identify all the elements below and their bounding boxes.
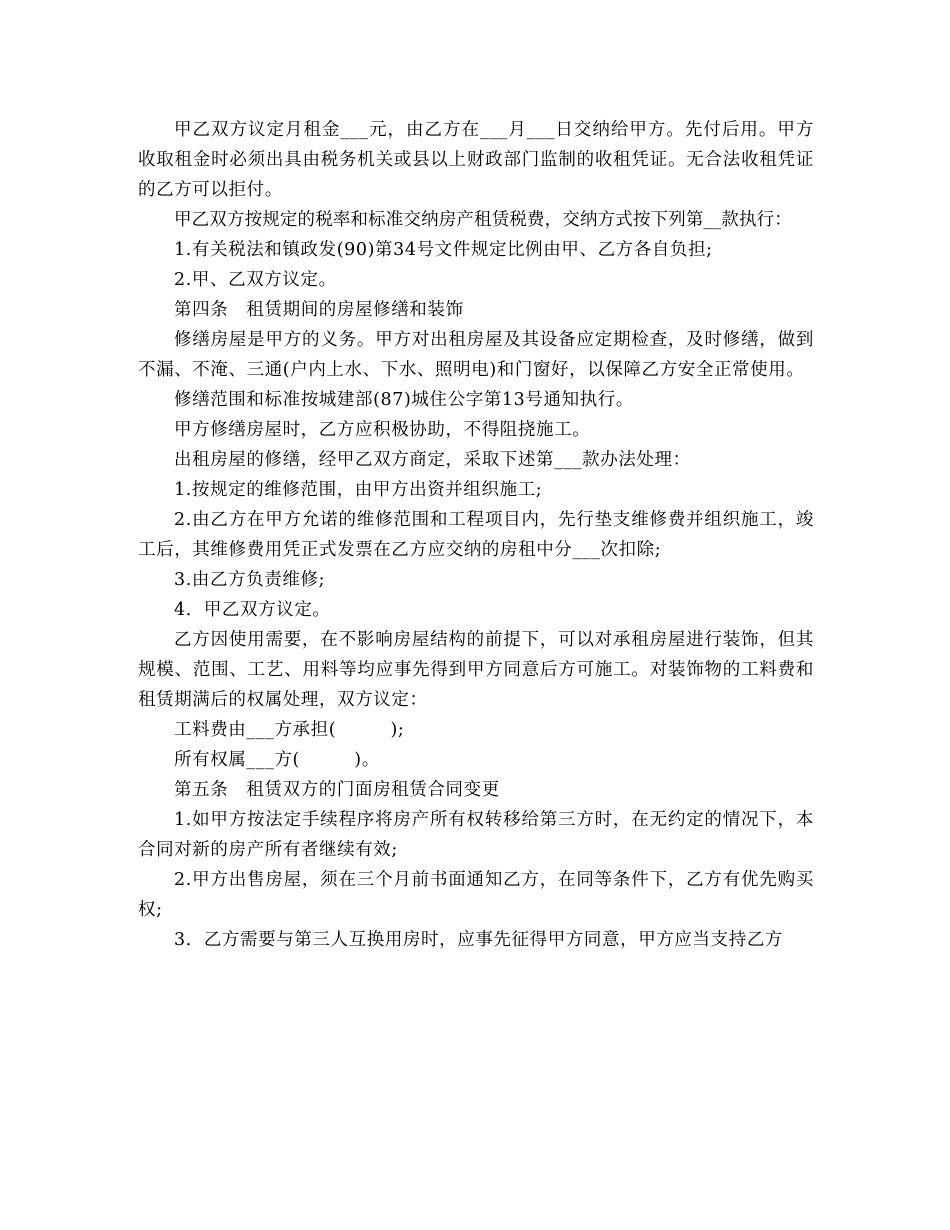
paragraph-tax-option-1: 1.有关税法和镇政发(90)第34号文件规定比例由甲、乙方各自负担; <box>174 240 713 260</box>
paragraph-ownership: 所有权属___方( )。 <box>174 750 380 770</box>
paragraph-repair-scope: 修缮范围和标准按城建部(87)城住公字第13号通知执行。 <box>174 390 634 410</box>
paragraph-tax-option-2: 2.甲、乙双方议定。 <box>174 270 337 290</box>
paragraph-repair-method: 出租房屋的修缮，经甲乙双方商定，采取下述第___款办法处理： <box>174 450 691 470</box>
article-4-heading: 第四条 租赁期间的房屋修缮和装饰 <box>174 300 464 320</box>
paragraph-change-option-3: 3．乙方需要与第三人互换用房时，应事先征得甲方同意，甲方应当支持乙方 <box>174 930 784 950</box>
paragraph-repair-option-1: 1.按规定的维修范围，由甲方出资并组织施工; <box>174 480 543 500</box>
paragraph-repair-option-3: 3.由乙方负责维修; <box>174 570 326 590</box>
paragraph-material-cost: 工料费由___方承担( ); <box>174 720 405 740</box>
paragraph-change-option-2: 2.甲方出售房屋，须在三个月前书面通知乙方，在同等条件下，乙方有优先购买权; <box>138 870 814 920</box>
document-body <box>138 115 814 955</box>
paragraph-decoration: 乙方因使用需要，在不影响房屋结构的前提下，可以对承租房屋进行装饰，但其规模、范围、工艺、用料等均应事先得到甲方同意后方可施工。对装饰物的工料费和租赁期满后的权属处理，双方议定： <box>138 630 814 710</box>
paragraph-repair-option-2: 2.由乙方在甲方允诺的维修范围和工程项目内，先行垫支维修费并组织施工，竣工后，其维修费用凭正式发票在乙方应交纳的房租中分___次扣除; <box>138 510 814 560</box>
article-5-heading: 第五条 租赁双方的门面房租赁合同变更 <box>174 780 500 800</box>
paragraph-rent-payment: 甲乙双方议定月租金___元，由乙方在___月___日交纳给甲方。先付后用。甲方收取租金时必须出具由税务机关或县以上财政部门监制的收租凭证。无合法收租凭证的乙方可以拒付。 <box>138 120 814 200</box>
paragraph-change-option-1: 1.如甲方按法定手续程序将房产所有权转移给第三方时，在无约定的情况下，本合同对新的房产所有者继续有效; <box>138 810 814 860</box>
paragraph-tax-method: 甲乙双方按规定的税率和标准交纳房产租赁税费，交纳方式按下列第__款执行： <box>174 210 792 230</box>
paragraph-repair-cooperation: 甲方修缮房屋时，乙方应积极协助，不得阻挠施工。 <box>174 420 591 440</box>
paragraph-repair-option-4: 4．甲乙双方议定。 <box>174 600 331 620</box>
paragraph-repair-duty: 修缮房屋是甲方的义务。甲方对出租房屋及其设备应定期检查，及时修缮，做到不漏、不淹、三通(户内上水、下水、照明电)和门窗好，以保障乙方安全正常使用。 <box>138 330 814 380</box>
